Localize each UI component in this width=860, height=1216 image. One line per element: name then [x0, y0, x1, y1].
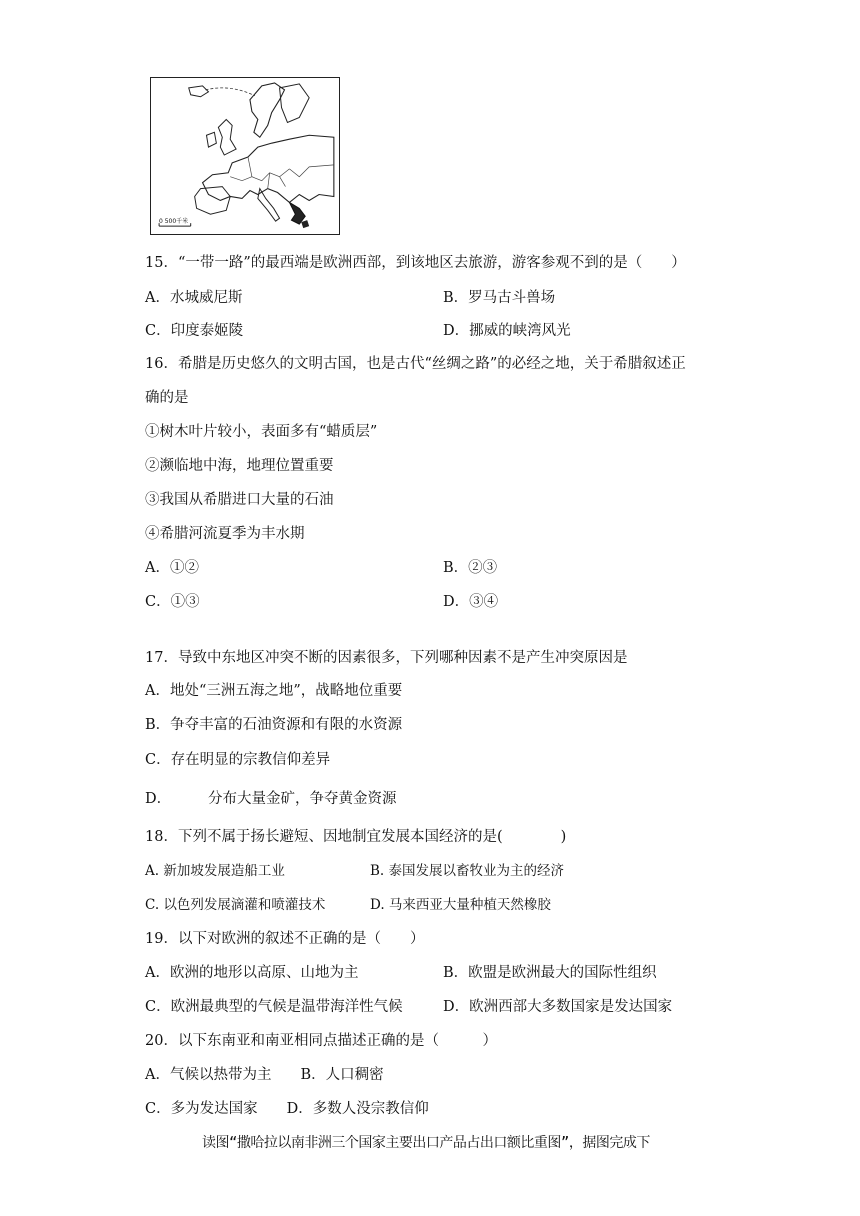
- q16-option-b[interactable]: B．②③: [443, 560, 498, 576]
- q18-option-d[interactable]: D. 马来西亚大量种植天然橡胶: [370, 897, 551, 913]
- europe-map-drawing: [151, 78, 339, 234]
- q16-statement-4: ④希腊河流夏季为丰水期: [145, 526, 305, 542]
- q19-option-d[interactable]: D．欧洲西部大多数国家是发达国家: [443, 999, 673, 1015]
- question-18-stem: 18．下列不属于扬长避短、因地制宜发展本国经济的是( ): [145, 829, 567, 845]
- q20-options-row2[interactable]: C．多为发达国家 D．多数人没宗教信仰: [145, 1101, 429, 1117]
- q19-option-c[interactable]: C．欧洲最典型的气候是温带海洋性气候: [145, 999, 403, 1015]
- europe-map-figure: [150, 77, 340, 235]
- next-section-intro: 读图“撒哈拉以南非洲三个国家主要出口产品占出口额比重图”，据图完成下: [202, 1135, 650, 1151]
- question-17-stem: 17．导致中东地区冲突不断的因素很多，下列哪种因素不是产生冲突原因是: [145, 650, 628, 666]
- q16-statement-2: ②濒临地中海，地理位置重要: [145, 458, 334, 474]
- q15-option-b[interactable]: B．罗马古斗兽场: [443, 290, 556, 306]
- q18-option-c[interactable]: C. 以色列发展滴灌和喷灌技术: [145, 897, 326, 913]
- question-16-stem-line2: 确的是: [145, 390, 189, 406]
- q16-statement-3: ③我国从希腊进口大量的石油: [145, 492, 334, 508]
- question-16-stem-line1: 16．希腊是历史悠久的文明古国，也是古代“丝绸之路”的必经之地，关于希腊叙述正: [145, 356, 686, 372]
- q15-option-c[interactable]: C．印度泰姬陵: [145, 323, 244, 339]
- q16-option-a[interactable]: A．①②: [145, 560, 199, 576]
- q18-option-b[interactable]: B. 泰国发展以畜牧业为主的经济: [370, 863, 565, 879]
- q19-option-a[interactable]: A．欧洲的地形以高原、山地为主: [145, 965, 359, 981]
- question-15-stem: 15．“一带一路”的最西端是欧洲西部，到该地区去旅游，游客参观不到的是（ ）: [145, 255, 686, 271]
- q20-options-row1[interactable]: A．气候以热带为主 B．人口稠密: [145, 1067, 384, 1083]
- q17-option-c[interactable]: C．存在明显的宗教信仰差异: [145, 752, 331, 768]
- q17-option-d[interactable]: D． 分布大量金矿，争夺黄金资源: [145, 791, 397, 807]
- question-20-stem: 20．以下东南亚和南亚相同点描述正确的是（ ）: [145, 1033, 497, 1049]
- q17-option-b[interactable]: B．争夺丰富的石油资源和有限的水资源: [145, 717, 403, 733]
- q16-option-d[interactable]: D．③④: [443, 594, 499, 610]
- q15-option-d[interactable]: D．挪威的峡湾风光: [443, 323, 571, 339]
- q17-option-a[interactable]: A．地处“三洲五海之地”，战略地位重要: [145, 683, 403, 699]
- q16-statement-1: ①树木叶片较小，表面多有“蜡质层”: [145, 424, 378, 440]
- q19-option-b[interactable]: B．欧盟是欧洲最大的国际性组织: [443, 965, 657, 981]
- q15-option-a[interactable]: A．水城威尼斯: [145, 290, 243, 306]
- q18-option-a[interactable]: A. 新加坡发展造船工业: [145, 863, 285, 879]
- q16-option-c[interactable]: C．①③: [145, 594, 200, 610]
- question-19-stem: 19．以下对欧洲的叙述不正确的是（ ）: [145, 931, 425, 947]
- map-scale-label: 0 500千米: [159, 218, 189, 225]
